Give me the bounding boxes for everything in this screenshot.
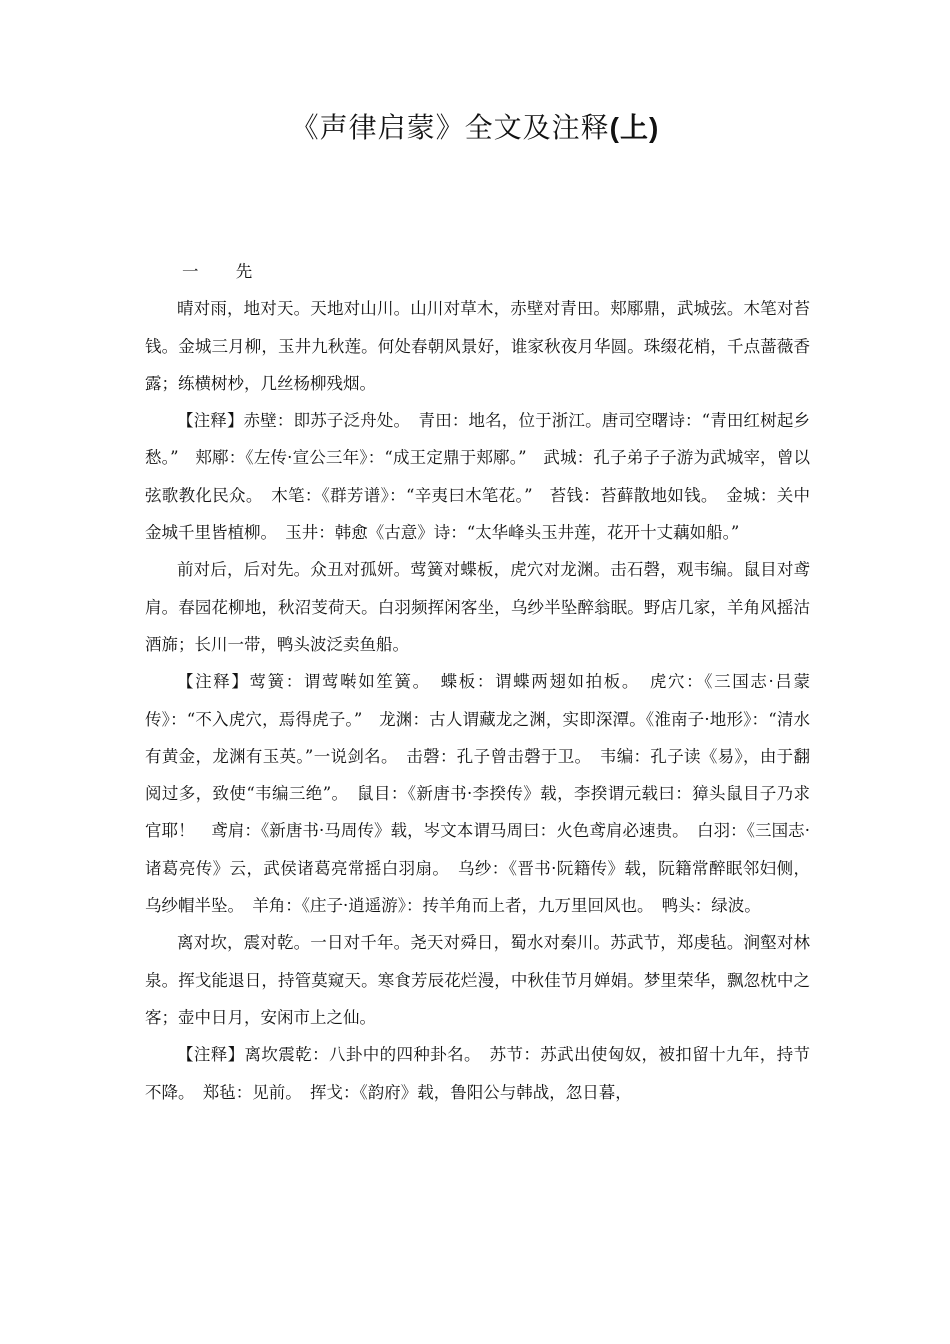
document-body: [145, 253, 810, 1111]
document-title: [0, 104, 950, 152]
annotation-paragraph: 【注释】赤壁：即苏子泛舟处。 青田：地名，位于浙江。唐司空曙诗：“青田红树起乡愁。” 郏鄏：《左传·宣公三年》：“成王定鼎于郏鄏。” 武城：孔子弟子子游为武城宰，曾以弦歌教化民众。 木笔：《群芳谱》：“辛夷曰木笔花。” 苔钱：苔藓散地如钱。 金城：关中金城千里皆植柳。 玉井：韩愈《古意》诗：“太华峰头玉井莲，花开十丈藕如船。”: [145, 411, 810, 543]
section-heading: 一 先: [182, 262, 269, 281]
verse-paragraph: 离对坎，震对乾。一日对千年。尧天对舜日，蜀水对秦川。苏武节，郑虔毡。涧壑对林泉。挥戈能退日，持管莫窥天。寒食芳辰花烂漫，中秋佳节月婵娟。梦里荣华，飘忽枕中之客；壶中日月，安闲市上之仙。: [145, 933, 810, 1027]
annotation-paragraph: 【注释】离坎震乾：八卦中的四种卦名。 苏节：苏武出使匈奴，被扣留十九年，持节不降。 郑毡：见前。 挥戈：《韵府》载，鲁阳公与韩战，忽日暮，: [145, 1045, 810, 1102]
title-suffix: (上): [609, 112, 660, 143]
verse-paragraph: 晴对雨，地对天。天地对山川。山川对草木，赤壁对青田。郏鄏鼎，武城弦。木笔对苔钱。金城三月柳，玉井九秋莲。何处春朝风景好，谁家秋夜月华圆。珠缀花梢，千点蔷薇香露；练横树杪，几丝杨柳残烟。: [145, 299, 810, 393]
annotation-paragraph: 【注释】莺簧：谓莺啭如笙簧。 蝶板：谓蝶两翅如拍板。 虎穴：《三国志·吕蒙传》：“不入虎穴，焉得虎子。” 龙渊：古人谓藏龙之渊，实即深潭。《淮南子·地形》：“清水有黄金，龙渊有玉英。”一说剑名。 击磬：孔子曾击磬于卫。 韦编：孔子读《易》，由于翻阅过多，致使“韦编三绝”。 鼠目：《新唐书·李揆传》载，李揆谓元载曰：獐头鼠目子乃求官耶！ 鸢肩：《新唐书·马周传》载，岑文本谓马周曰：火色鸢肩必速贵。 白羽：《三国志·诸葛亮传》云，武侯诸葛亮常摇白羽扇。 乌纱：《晋书·阮籍传》载，阮籍常醉眠邻妇侧，乌纱帽半坠。 羊角：《庄子·逍遥游》：抟羊角而上者，九万里回风也。 鸭头：绿波。: [145, 672, 810, 916]
title-main: 《声律启蒙》全文及注释: [290, 111, 610, 144]
verse-paragraph: 前对后，后对先。众丑对孤妍。莺簧对蝶板，虎穴对龙渊。击石磬，观韦编。鼠目对鸢肩。春园花柳地，秋沼芰荷天。白羽频挥闲客坐，乌纱半坠醉翁眠。野店几家，羊角风摇沽酒旆；长川一带，鸭头波泛卖鱼船。: [145, 560, 810, 654]
